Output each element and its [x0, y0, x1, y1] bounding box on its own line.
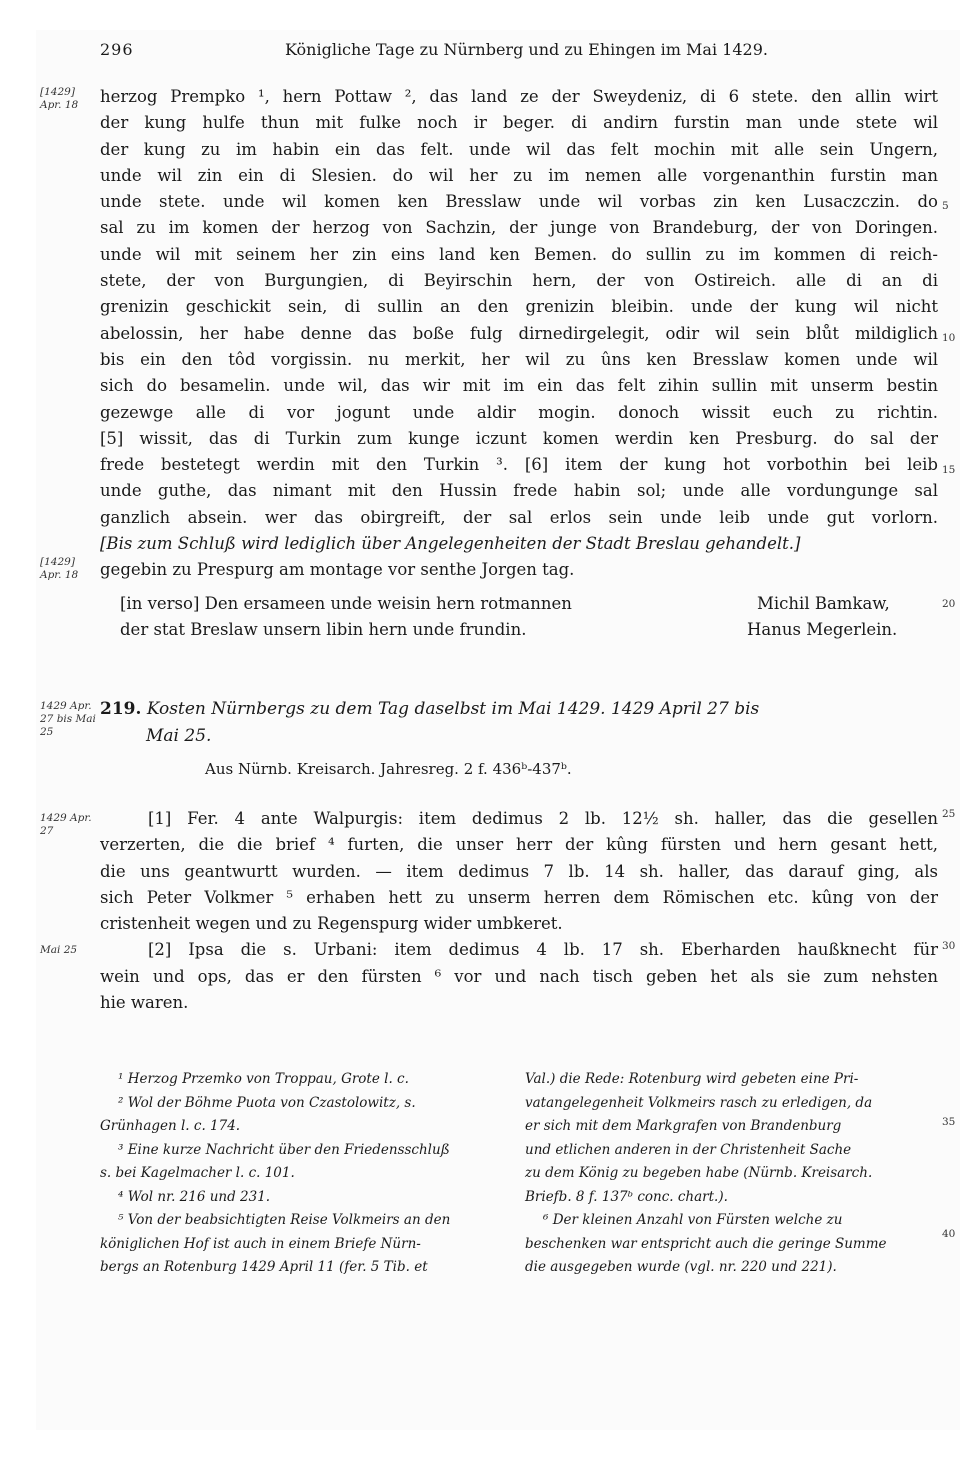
text-line: herzog Prempko ¹, hern Pottaw ², das land ze der Sweydeniz, di 6 stete. den allin wirt — [100, 87, 938, 106]
text-line: abelossin, her habe denne das boße fulg dirnedirgelegit, odir wil sein blůt mildiglich — [100, 323, 938, 343]
address-line: [in verso] Den ersameen unde weisin hern rotmannen — [120, 594, 572, 613]
text-line: wein und ops, das er den fürsten ⁶ vor und nach tisch geben het als sie zum nehsten — [100, 966, 938, 986]
footnote-line: die ausgegeben wurde (vgl. nr. 220 und 221). — [525, 1259, 837, 1275]
address-line: der stat Breslaw unsern libin hern unde frundin. — [120, 620, 527, 639]
text-line: unde stete. unde wil komen ken Bresslaw unde wil vorbas zin ken Lusaczczin. do — [100, 192, 938, 212]
text-line: ganzlich absein. wer das obirgreift, der sal erlos sein unde leib unde gut vorlorn. — [100, 507, 938, 527]
text-line: sal zu im komen der herzog von Sachzin, der junge von Brandeburg, der von Doringen. — [100, 218, 938, 238]
source-reference: Aus Nürnb. Kreisarch. Jahresreg. 2 f. 436ᵇ-437ᵇ. — [205, 760, 572, 778]
line-number: 5 — [942, 200, 949, 212]
margin-date-note: Mai 25 — [40, 944, 78, 956]
address-row-1 — [100, 594, 938, 620]
margin-date-note: 1429 Apr. 27 bis Mai 25 — [40, 700, 96, 738]
text-line: frede bestetegt werdin mit den Turkin ³. [6] item der kung hot vorbothin bei leib — [100, 455, 938, 475]
footnote-line: ⁴ Wol nr. 216 und 231. — [118, 1188, 271, 1205]
footnote-line: s. bei Kagelmacher l. c. 101. — [100, 1165, 295, 1181]
line-number: 40 — [942, 1228, 956, 1240]
text-line: sich Peter Volkmer ⁵ erhaben hett zu unserm herren dem Römischen etc. kûng von der — [100, 887, 938, 907]
footnote-line: Briefb. 8 f. 137ᵇ conc. chart.). — [525, 1188, 728, 1205]
document-number: 219. — [100, 699, 142, 719]
text-line: [2] Ipsa die s. Urbani: item dedimus 4 lb. 17 sh. Eberharden haußknecht für — [148, 940, 938, 960]
footnote-line: zu dem König zu begeben habe (Nürnb. Kreisarch. — [525, 1165, 873, 1181]
text-line: unde wil mit seinem her zin eins land ken Bemen. do sullin zu im kommen di reich- — [100, 244, 938, 264]
margin-date-note: 1429 Apr. 27 — [40, 812, 92, 837]
footnote-line: er sich mit dem Markgrafen von Brandenburg — [525, 1118, 842, 1134]
text-line: der kung hulfe thun mit fulke noch ir beger. di andirn furstin man unde stete wil — [100, 113, 938, 133]
line-number: 10 — [942, 332, 956, 344]
text-line: [1] Fer. 4 ante Walpurgis: item dedimus 2 lb. 12½ sh. haller, das die gesellen — [148, 809, 938, 828]
document-219-heading — [100, 696, 930, 750]
footnote-line: vatangelegenheit Volkmeirs rasch zu erledigen, da — [525, 1094, 873, 1111]
text-line: sich do besamelin. unde wil, das wir mit im ein das felt zihin sullin mit unserm bestin — [100, 376, 938, 396]
footnotes-right-column — [525, 1068, 923, 1280]
document-title: Kosten Nürnbergs zu dem Tag daselbst im Mai 1429. 1429 April 27 bis — [146, 699, 760, 719]
signer-name: Hanus Megerlein. — [747, 620, 898, 639]
line-number: 15 — [942, 464, 956, 476]
margin-date-note: [1429] Apr. 18 — [40, 86, 79, 111]
text-line: grenizin geschickit sein, di sullin an den grenizin bleibin. unde der kung wil nicht — [100, 297, 938, 317]
text-line: der kung zu im habin ein das felt. unde wil das felt mochin mit alle sein Ungern, — [100, 139, 938, 159]
document-218-text — [100, 84, 938, 584]
text-line: unde guthe, das nimant mit den Hussin frede habin sol; unde alle vordungunge sal — [100, 481, 938, 501]
line-number: 30 — [942, 940, 956, 952]
footnote-line: ⁵ Von der beabsichtigten Reise Volkmeirs an den — [118, 1212, 451, 1228]
footnote-line: Grünhagen l. c. 174. — [100, 1118, 241, 1134]
date-line: gegebin zu Prespurg am montage vor senthe Jorgen tag. — [100, 560, 575, 580]
text-line: bis ein den tôd vorgissin. nu merkit, her wil zu ûns ken Bresslaw komen unde wil — [100, 349, 938, 369]
address-row-2 — [100, 620, 938, 646]
footnote-line: ⁶ Der kleinen Anzahl von Fürsten welche zu — [543, 1212, 843, 1228]
footnotes-left-column — [100, 1068, 498, 1280]
page-number: 296 — [100, 40, 134, 59]
text-line: stete, der von Burgungien, di Beyirschin hern, der von Ostireich. alle di an di — [100, 271, 938, 291]
page-header — [100, 40, 840, 64]
text-line: [5] wissit, das di Turkin zum kunge iczunt komen werdin ken Presburg. do sal der — [100, 428, 938, 448]
footnote-line: bergs an Rotenburg 1429 April 11 (fer. 5 Tib. et — [100, 1259, 428, 1275]
line-number: 25 — [942, 808, 956, 820]
text-line: verzerten, die die brief ⁴ furten, die unser herr der kûng fürsten und hern gesant hett, — [100, 835, 938, 855]
line-number: 20 — [942, 598, 956, 610]
editorial-note: [Bis zum Schluß wird lediglich über Angelegenheiten der Stadt Breslau gehandelt.] — [100, 534, 801, 554]
footnote-line: ³ Eine kurze Nachricht über den Friedensschluß — [118, 1141, 450, 1158]
text-line: cristenheit wegen und zu Regenspurg wider umbkeret. — [100, 914, 563, 934]
footnote-line: ¹ Herzog Przemko von Troppau, Grote l. c. — [118, 1071, 409, 1087]
document-title-continued: Mai 25. — [146, 726, 212, 746]
footnote-line: königlichen Hof ist auch in einem Briefe Nürn- — [100, 1235, 421, 1252]
footnote-line: ² Wol der Böhme Puota von Czastolowitz, s. — [118, 1094, 416, 1111]
footnote-line: Val.) die Rede: Rotenburg wird gebeten eine Pri- — [525, 1071, 859, 1087]
text-line: unde wil zin ein di Slesien. do wil her zu im nemen alle vorgenanthin furstin man — [100, 165, 938, 185]
footnote-line: und etlichen anderen in der Christenheit Sache — [525, 1141, 852, 1158]
running-title: Königliche Tage zu Nürnberg und zu Ehingen im Mai 1429. — [285, 40, 768, 59]
text-line: die uns geantwurtt wurden. — item dedimus 7 lb. 14 sh. haller, das darauf ging, als — [100, 861, 938, 881]
margin-date-note: [1429] Apr. 18 — [40, 556, 79, 581]
signer-name: Michil Bamkaw, — [757, 594, 890, 613]
document-219-text — [100, 806, 938, 1016]
footnote-line: beschenken war entspricht auch die geringe Summe — [525, 1235, 887, 1252]
line-number: 35 — [942, 1116, 956, 1128]
text-line: gezewge alle di vor jogunt unde aldir mogin. donoch wissit euch zu richtin. — [100, 402, 938, 422]
text-line: hie waren. — [100, 993, 189, 1013]
